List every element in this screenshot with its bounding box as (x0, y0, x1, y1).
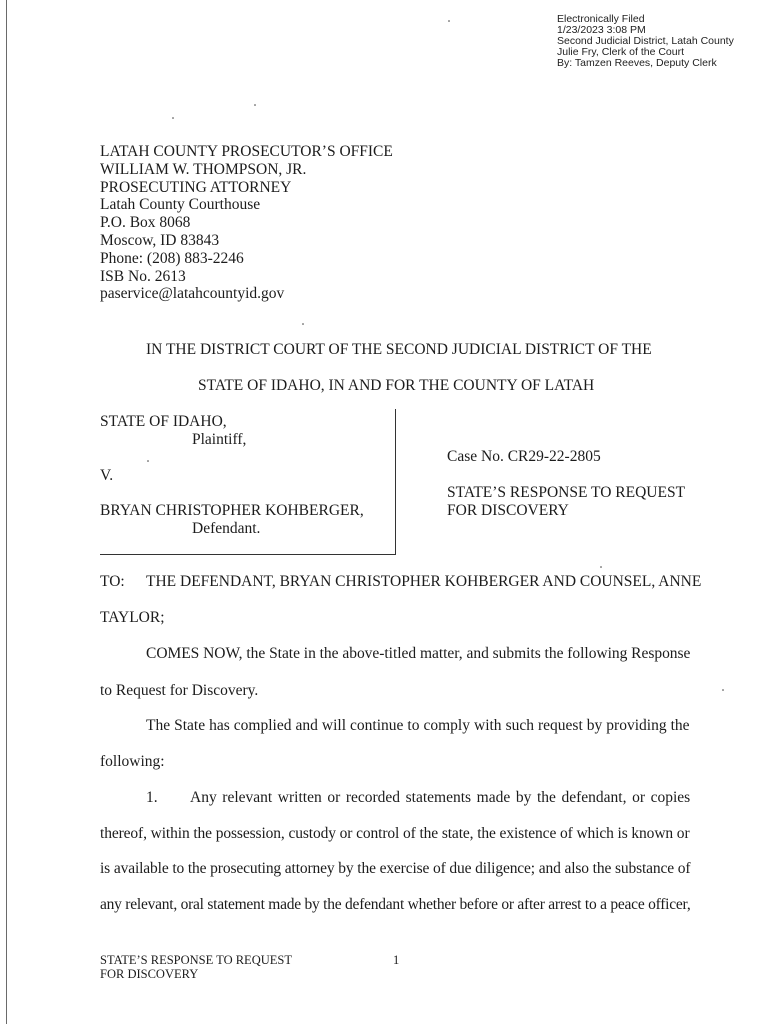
page-number: 1 (393, 953, 400, 967)
scan-speck (448, 20, 450, 22)
caption-divider-vertical (395, 409, 396, 555)
plaintiff-role: Plaintiff, (192, 431, 247, 448)
attorney-email: paservice@latahcountyid.gov (100, 285, 285, 303)
item1-line1: Any relevant written or recorded statements made by the defendant, or copies (190, 789, 691, 806)
attorney-phone: Phone: (208) 883-2246 (100, 249, 244, 267)
footer-title-line2: FOR DISCOVERY (100, 967, 199, 981)
plaintiff-name: STATE OF IDAHO, (100, 413, 227, 430)
caption-divider-horizontal (100, 554, 396, 555)
attorney-isb: ISB No. 2613 (100, 267, 186, 285)
paragraph2-line1: The State has complied and will continue to comply with such request by providing the (146, 717, 690, 734)
scan-speck (147, 460, 149, 462)
attorney-title: PROSECUTING ATTORNEY (100, 178, 292, 196)
electronic-filing-stamp (557, 14, 734, 69)
document-title-line2: FOR DISCOVERY (447, 501, 569, 519)
to-addressee: THE DEFENDANT, BRYAN CHRISTOPHER KOHBERGER AND COUNSEL, ANNE (146, 573, 702, 590)
court-heading-line1: IN THE DISTRICT COURT OF THE SECOND JUDICIAL DISTRICT OF THE (146, 341, 652, 358)
filing-deputy: By: Tamzen Reeves, Deputy Clerk (557, 57, 717, 69)
filing-line: Electronically Filed (557, 13, 645, 25)
item1-line2: thereof, within the possession, custody or control of the state, the existence of which is known or (100, 825, 690, 842)
page-edge-line (6, 0, 7, 1024)
to-label: TO: (100, 573, 125, 590)
item1-number: 1. (146, 789, 158, 806)
paragraph1-line1: COMES NOW, the State in the above-titled matter, and submits the following Response (146, 645, 691, 662)
attorney-block (100, 143, 393, 303)
to-addressee-cont: TAYLOR; (100, 609, 165, 626)
defendant-name: BRYAN CHRISTOPHER KOHBERGER, (100, 502, 364, 519)
document-title (447, 484, 685, 520)
defendant-role: Defendant. (192, 520, 261, 537)
scan-speck (302, 323, 304, 325)
filing-date: 1/23/2023 3:08 PM (557, 24, 646, 36)
scan-speck (254, 104, 256, 106)
versus: V. (100, 467, 114, 484)
footer-title-line1: STATE’S RESPONSE TO REQUEST (100, 953, 292, 967)
attorney-building: Latah County Courthouse (100, 196, 261, 214)
item1-line4: any relevant, oral statement made by the defendant whether before or after arrest to a peace officer, (100, 896, 691, 913)
scan-speck (172, 117, 174, 119)
scan-speck (722, 689, 724, 691)
paragraph2-line2: following: (100, 753, 165, 770)
attorney-po-box: P.O. Box 8068 (100, 214, 191, 232)
filing-clerk: Julie Fry, Clerk of the Court (557, 46, 685, 58)
document-title-line1: STATE’S RESPONSE TO REQUEST (447, 484, 686, 501)
paragraph1-line2: to Request for Discovery. (100, 682, 259, 699)
footer-title (100, 953, 292, 981)
filing-court: Second Judicial District, Latah County (557, 35, 734, 47)
court-heading-line2: STATE OF IDAHO, IN AND FOR THE COUNTY OF LATAH (198, 377, 595, 394)
attorney-city: Moscow, ID 83843 (100, 231, 220, 249)
scan-speck (600, 566, 602, 568)
item1-line3: is available to the prosecuting attorney by the exercise of due diligence; and also the substance of (100, 860, 691, 877)
case-number: Case No. CR29-22-2805 (447, 448, 601, 465)
attorney-office: LATAH COUNTY PROSECUTOR’S OFFICE (100, 143, 393, 160)
attorney-name: WILLIAM W. THOMPSON, JR. (100, 160, 307, 178)
